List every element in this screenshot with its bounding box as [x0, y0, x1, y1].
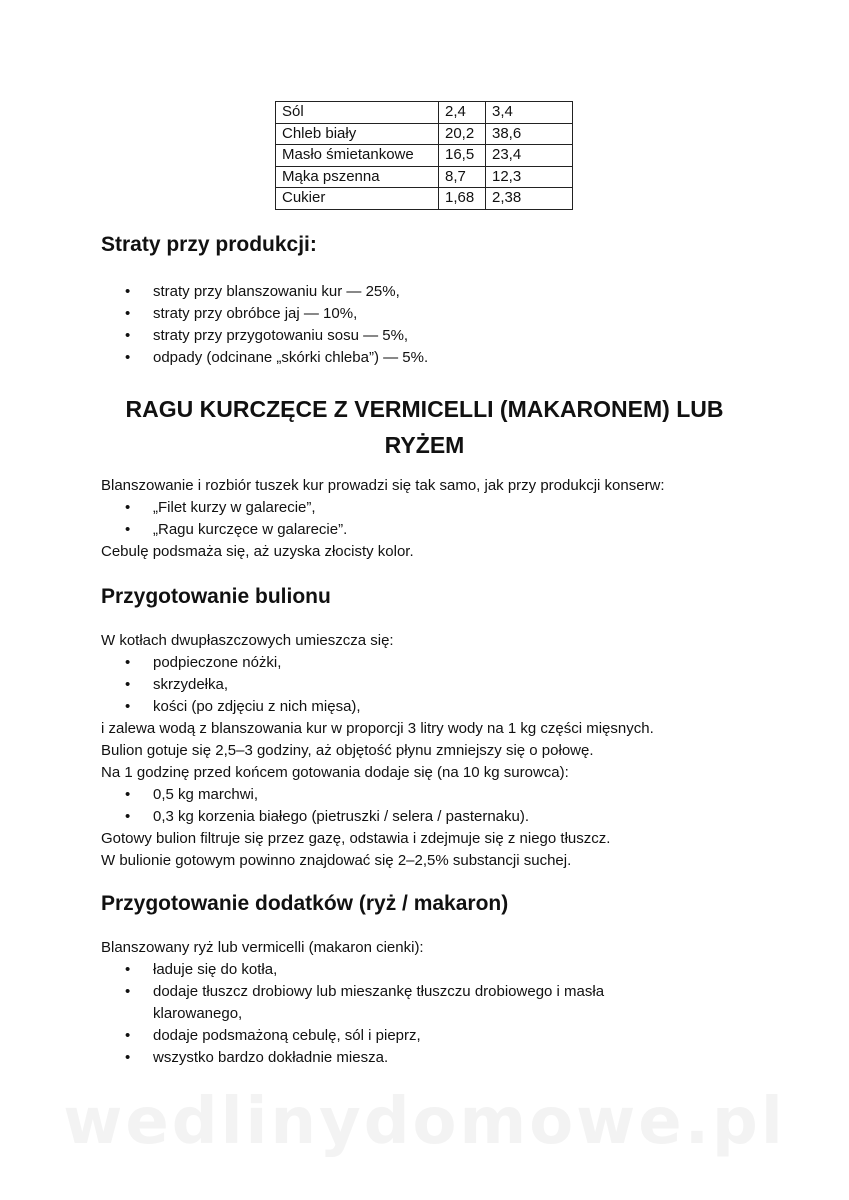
bullet-icon: •	[125, 1027, 131, 1044]
table-row	[276, 123, 573, 145]
list-item: • „Filet kurzy w galarecie”,	[101, 497, 781, 519]
table-row	[276, 166, 573, 188]
table-cell: 1,68	[439, 188, 486, 210]
table-cell: 3,4	[486, 102, 573, 124]
table-cell: 12,3	[486, 166, 573, 188]
list-item: • straty przy blanszowaniu kur — 25%,	[101, 281, 781, 303]
list-item: • 0,5 kg marchwi,	[101, 784, 781, 806]
table-cell: 16,5	[439, 145, 486, 167]
recipe-title-line: RAGU KURCZĘCE Z VERMICELLI (MAKARONEM) LUB	[125, 396, 724, 422]
bullet-icon: •	[125, 676, 131, 693]
losses-section	[101, 281, 781, 369]
list-item: • skrzydełka,	[101, 674, 781, 696]
broth-section	[101, 630, 781, 872]
list-item: • ładuje się do kotła,	[101, 959, 781, 981]
paragraph-line: Cebulę podsmaża się, aż uzyska złocisty kolor.	[101, 543, 414, 560]
table-row	[276, 102, 573, 124]
ingredients-table	[275, 101, 573, 210]
bullet-icon: •	[125, 654, 131, 671]
bullet-icon: •	[125, 305, 131, 322]
paragraph-line: Na 1 godzinę przed końcem gotowania dodaje się (na 10 kg surowca):	[101, 764, 569, 781]
table-cell: 2,4	[439, 102, 486, 124]
table-cell: Cukier	[276, 188, 439, 210]
recipe-intro-section	[101, 475, 781, 563]
paragraph-line: i zalewa wodą z blanszowania kur w proporcji 3 litry wody na 1 kg części mięsnych.	[101, 720, 654, 737]
paragraph-line: W kotłach dwupłaszczowych umieszcza się:	[101, 632, 394, 649]
table-cell: 2,38	[486, 188, 573, 210]
bullet-icon: •	[125, 983, 131, 1000]
paragraph-line: Bulion gotuje się 2,5–3 godziny, aż objętość płynu zmniejszy się o połowę.	[101, 742, 594, 759]
list-item: • podpieczone nóżki,	[101, 652, 781, 674]
bullet-icon: •	[125, 786, 131, 803]
list-item: • kości (po zdjęciu z nich mięsa),	[101, 696, 781, 718]
table-cell: 8,7	[439, 166, 486, 188]
table-cell: Masło śmietankowe	[276, 145, 439, 167]
list-item: • straty przy przygotowaniu sosu — 5%,	[101, 325, 781, 347]
paragraph-line: Blanszowany ryż lub vermicelli (makaron cienki):	[101, 939, 424, 956]
bullet-icon: •	[125, 327, 131, 344]
paragraph-line: Gotowy bulion filtruje się przez gazę, odstawia i zdejmuje się z niego tłuszcz.	[101, 830, 611, 847]
table-row	[276, 145, 573, 167]
list-item: • „Ragu kurczęce w galarecie”.	[101, 519, 781, 541]
bullet-icon: •	[125, 499, 131, 516]
vegetables-list	[101, 784, 781, 828]
bullet-icon: •	[125, 808, 131, 825]
table-row	[276, 188, 573, 210]
broth-heading: Przygotowanie bulionu	[101, 585, 331, 608]
list-item: • dodaje podsmażoną cebulę, sól i pieprz,	[101, 1025, 781, 1047]
paragraph-line: Blanszowanie i rozbiór tuszek kur prowadzi się tak samo, jak przy produkcji konserw:	[101, 477, 665, 494]
watermark: wedlinydomowe.pl	[63, 1085, 786, 1159]
list-item: • wszystko bardzo dokładnie miesza.	[101, 1047, 781, 1069]
intro-list	[101, 497, 781, 541]
table-cell: Mąka pszenna	[276, 166, 439, 188]
table-cell: Chleb biały	[276, 123, 439, 145]
bullet-icon: •	[125, 521, 131, 538]
bullet-icon: •	[125, 283, 131, 300]
paragraph-line: W bulionie gotowym powinno znajdować się 2–2,5% substancji suchej.	[101, 852, 572, 869]
list-item: • 0,3 kg korzenia białego (pietruszki / selera / pasternaku).	[101, 806, 781, 828]
bullet-icon: •	[125, 1049, 131, 1066]
losses-heading: Straty przy produkcji:	[101, 233, 317, 256]
table-cell: Sól	[276, 102, 439, 124]
table-cell: 38,6	[486, 123, 573, 145]
recipe-title	[100, 391, 749, 463]
list-item: • dodaje tłuszcz drobiowy lub mieszankę tłuszczu drobiowego i masła klarowanego,	[125, 983, 605, 1022]
recipe-title-line: RYŻEM	[384, 432, 465, 458]
losses-list	[101, 281, 781, 369]
list-item: • straty przy obróbce jaj — 10%,	[101, 303, 781, 325]
bullet-icon: •	[125, 961, 131, 978]
broth-list	[101, 652, 781, 718]
bullet-icon: •	[125, 349, 131, 366]
sides-list	[101, 959, 781, 1069]
table-cell: 23,4	[486, 145, 573, 167]
list-item: • odpady (odcinane „skórki chleba”) — 5%.	[101, 347, 781, 369]
sides-heading: Przygotowanie dodatków (ryż / makaron)	[101, 892, 509, 915]
table-cell: 20,2	[439, 123, 486, 145]
sides-section	[101, 937, 781, 1069]
bullet-icon: •	[125, 698, 131, 715]
